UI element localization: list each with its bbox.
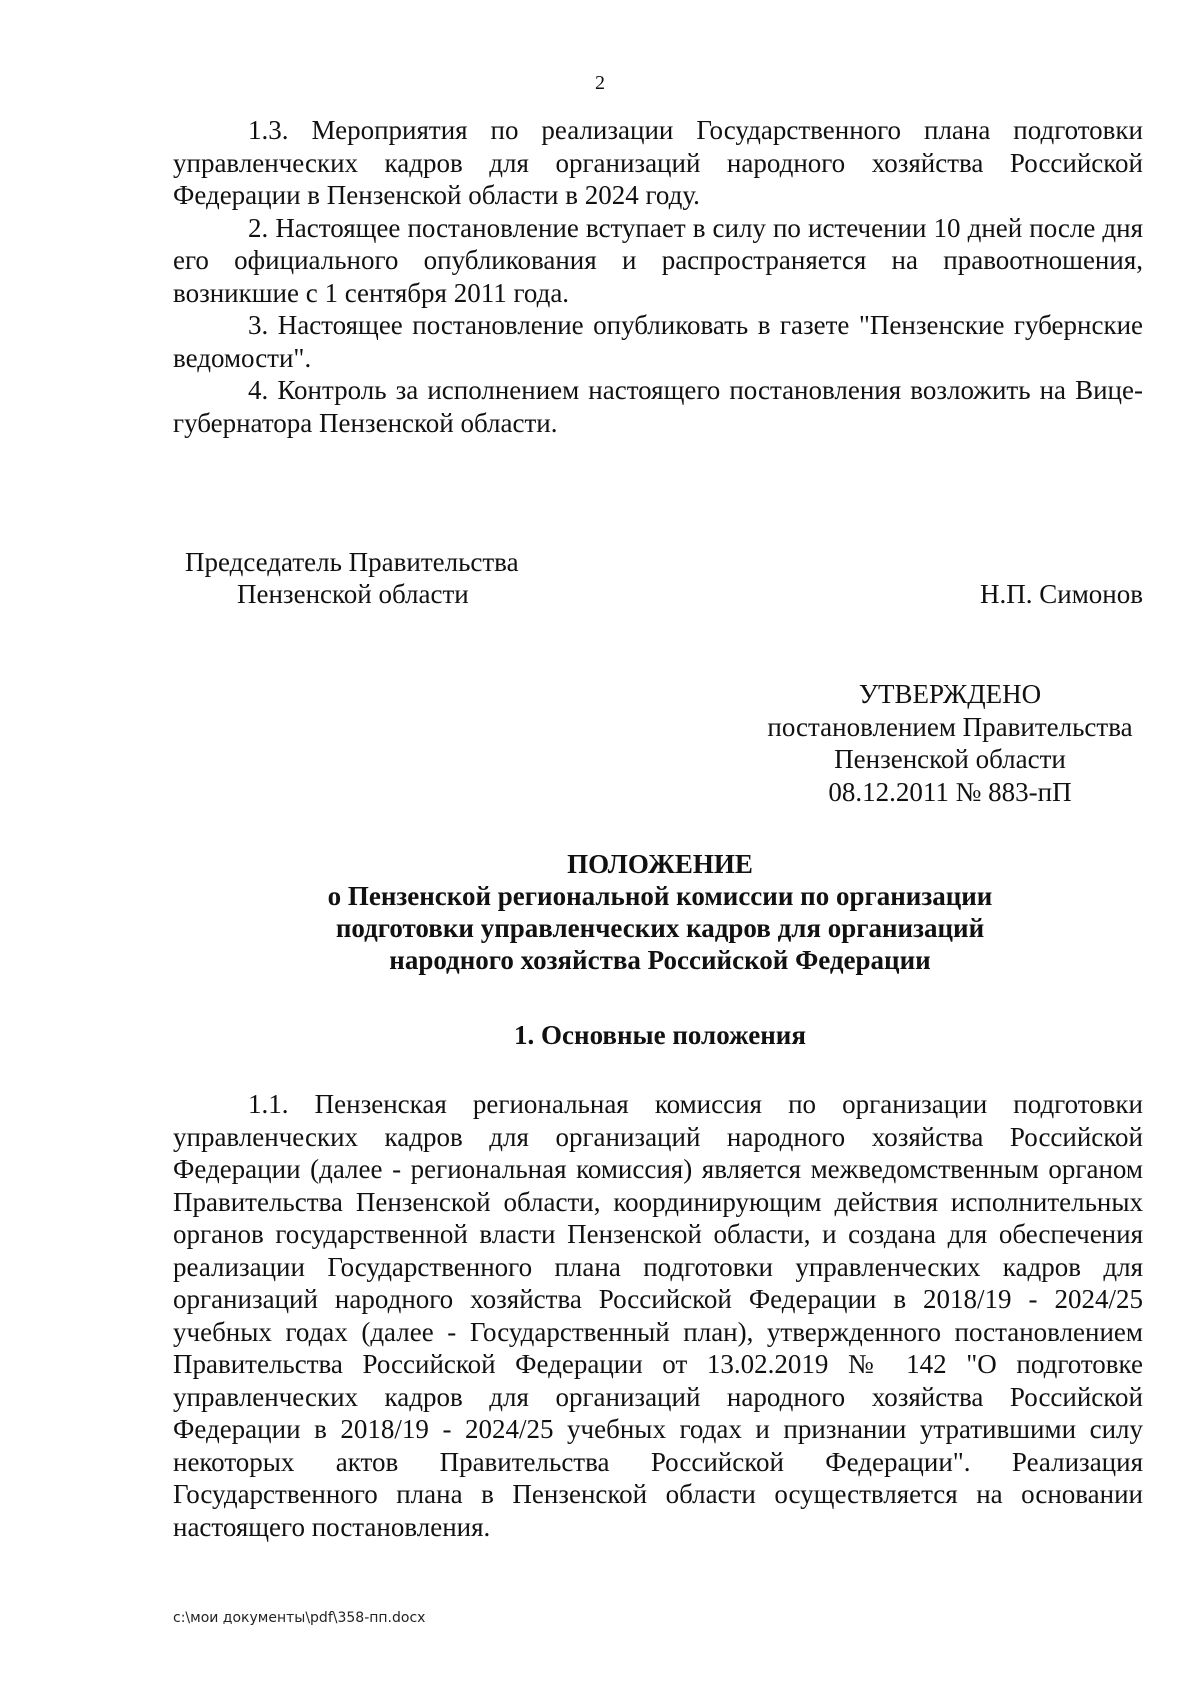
signature-block — [173, 546, 1143, 610]
signatory-title-line2: Пензенской области — [237, 579, 469, 609]
approval-line2: постановлением Правительства — [767, 711, 1133, 742]
signatory-name: Н.П. Симонов — [980, 579, 1143, 609]
footer-file-path: c:\мои документы\pdf\358-пп.docx — [173, 1610, 426, 1626]
section-paragraphs — [173, 1088, 1143, 1543]
paragraph-2: 2. Настоящее постановление вступает в силу по истечении 10 дней после дня его официального опубликования и распространяется на правоотношения, возникшие с 1 сентября 2011 года. — [173, 212, 1143, 308]
document-title-line4: народного хозяйства Российской Федерации — [389, 945, 931, 975]
top-paragraphs — [173, 114, 1143, 439]
document-title — [200, 848, 1120, 976]
document-title-line1: ПОЛОЖЕНИЕ — [567, 849, 753, 879]
section-heading: 1. Основные положения — [514, 1020, 806, 1050]
paragraph-4: 4. Контроль за исполнением настоящего постановления возложить на Вице-губернатора Пензенской области. — [173, 375, 1143, 438]
paragraph-1-3: 1.3. Мероприятия по реализации Государственного плана подготовки управленческих кадров для организаций народного хозяйства Российской Федерации в Пензенской области в 2024 году. — [173, 115, 1143, 210]
signatory-title-line1: Председатель Правительства — [185, 547, 519, 577]
document-title-line2: о Пензенской региональной комиссии по организации — [327, 881, 993, 911]
approval-stamp-block — [740, 678, 1160, 808]
paragraph-3: 3. Настоящее постановление опубликовать в газете "Пензенские губернские ведомости". — [173, 310, 1143, 373]
page-number: 2 — [595, 72, 605, 94]
paragraph-1-1: 1.1. Пензенская региональная комиссия по организации подготовки управленческих кадров для организаций народного хозяйства Российской Федерации (далее - региональная комиссия) является межведомственным органом Правительства Пензенской области, координирующим действия исполнительных органов государственной власти Пензенской области, и создана для обеспечения реализации Государственного плана подготовки управленческих кадров для организаций народного хозяйства Российской Федерации в 2018/19 - 2024/25 учебных годах (далее - Государственный план), утвержденного постановлением Правительства Российской Федерации от 13.02.2019 № 142 "О подготовке управленческих кадров для организаций народного хозяйства Российской Федерации в 2018/19 - 2024/25 учебных годах и признании утратившими силу некоторых актов Правительства Российской Федерации". Реализация Государственного плана в Пензенской области осуществляется на основании настоящего постановления. — [173, 1089, 1143, 1542]
approval-line1: УТВЕРЖДЕНО — [858, 679, 1042, 709]
approval-line4: 08.12.2011 № 883-пП — [828, 776, 1072, 807]
document-title-line3: подготовки управленческих кадров для организаций — [335, 913, 985, 943]
approval-line3: Пензенской области — [834, 744, 1066, 774]
